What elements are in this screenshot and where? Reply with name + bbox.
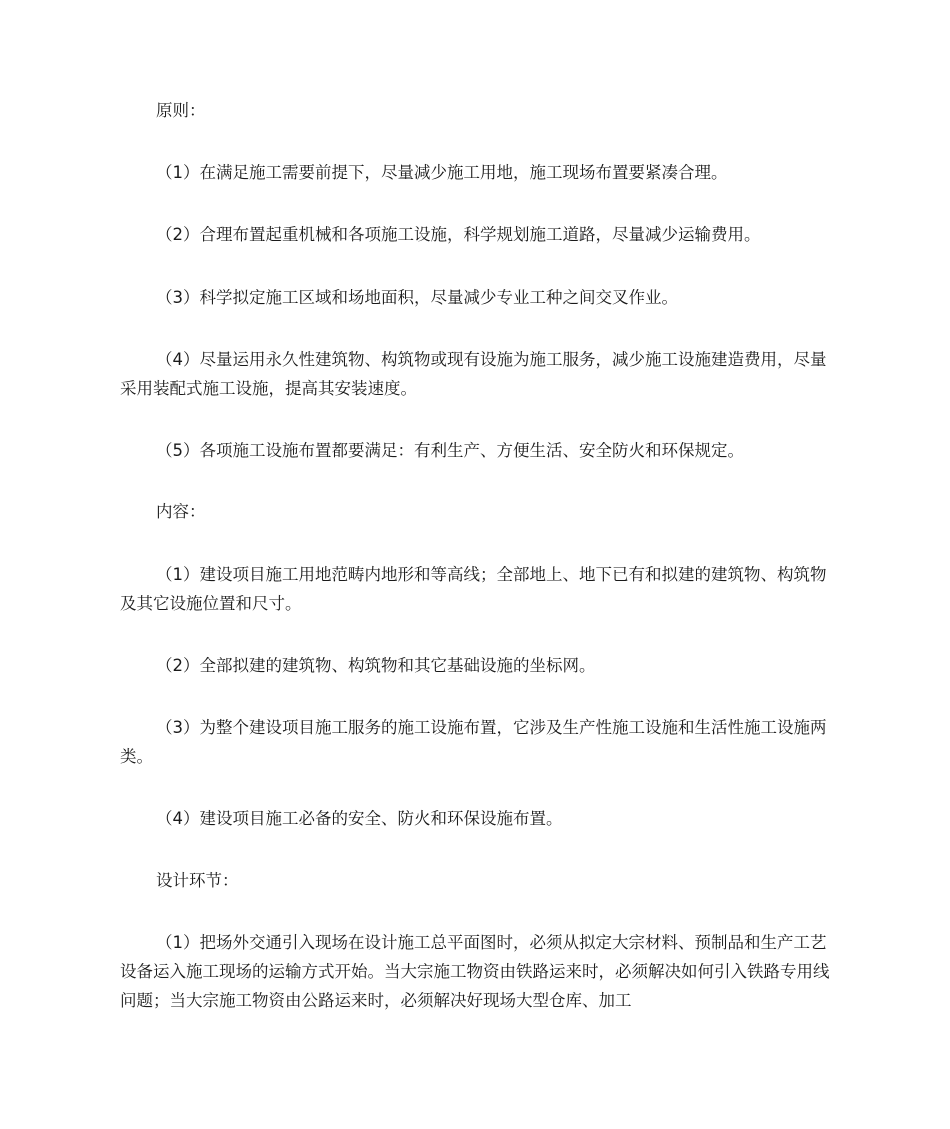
- content-heading: 内容：: [156, 502, 206, 521]
- principle-item-2: （2）合理布置起重机械和各项施工设施，科学规划施工道路，尽量减少运输费用。: [156, 225, 761, 244]
- principle-item-4: （4）尽量运用永久性建筑物、构筑物或现有设施为施工服务，减少施工设施建造费用，尽量采用装配式施工设施，提高其安装速度。: [120, 350, 827, 398]
- content-item-3: （3）为整个建设项目施工服务的施工设施布置，它涉及生产性施工设施和生活性施工设施两类。: [120, 718, 827, 766]
- principles-heading: 原则：: [156, 101, 206, 120]
- content-item-1: （1）建设项目施工用地范畴内地形和等高线；全部地上、地下已有和拟建的建筑物、构筑物及其它设施位置和尺寸。: [120, 565, 827, 613]
- principle-item-3: （3）科学拟定施工区域和场地面积，尽量减少专业工种之间交叉作业。: [156, 288, 678, 307]
- principle-item-5: （5）各项施工设施布置都要满足：有利生产、方便生活、安全防火和环保规定。: [156, 441, 744, 460]
- content-item-2: （2）全部拟建的建筑物、构筑物和其它基础设施的坐标网。: [156, 656, 596, 675]
- design-item-1: （1）把场外交通引入现场在设计施工总平面图时，必须从拟定大宗材料、预制品和生产工艺设备运入施工现场的运输方式开始。当大宗施工物资由铁路运来时，必须解决如何引入铁路专用线问题；当大宗施工物资由公路运来时，必须解决好现场大型仓库、加工: [120, 933, 830, 1010]
- design-heading: 设计环节：: [156, 871, 239, 890]
- content-item-4: （4）建设项目施工必备的安全、防火和环保设施布置。: [156, 809, 563, 828]
- principle-item-1: （1）在满足施工需要前提下，尽量减少施工用地，施工现场布置要紧凑合理。: [156, 163, 728, 182]
